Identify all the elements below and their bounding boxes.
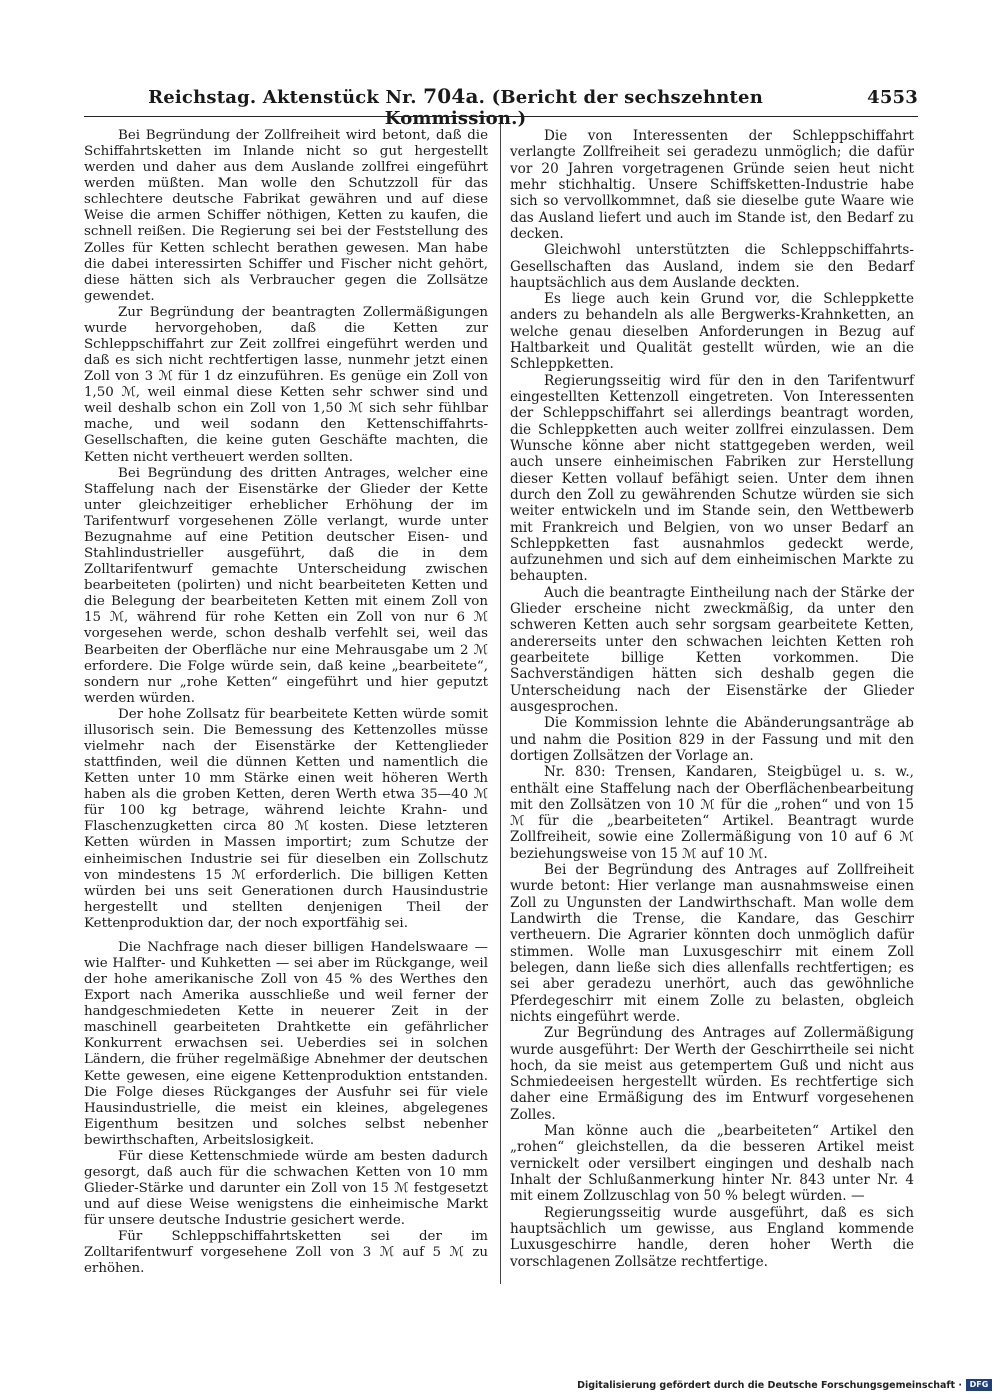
paragraph: Bei der Begründung des Antrages auf Zollfreiheit wurde betont: Hier verlange man ausnahmsweise einen Zoll zu Ungunsten der Landwirthschaft. Man wolle dem Landwirth die Trense, die Kandare, das Geschirr vertheuern. Die Agrarier könnten doch unmöglich dafür stimmen. Wolle man Luxusgeschirr mit einem Zoll belegen, dann ließe sich dies allenfalls rechtfertigen; es sei aber geradezu unerhört, auch das gewöhnliche Pferdegeschirr mit einem Zolle zu belasten, obgleich nichts eingeführt werde.	[510, 862, 914, 1025]
paragraph: Zur Begründung des Antrages auf Zollermäßigung wurde ausgeführt: Der Werth der Geschirrtheile sei nicht hoch, da sie meist aus getempertem Guß und nicht aus Schmiedeeisen hergestellt würden. Es rechtfertige sich daher eine Ermäßigung des im Entwurf vorgesehenen Zolles.	[510, 1025, 914, 1123]
right-column	[510, 128, 914, 1270]
credit-text: Digitalisierung gefördert durch die Deutsche Forschungsgemeinschaft ·	[577, 1379, 962, 1391]
paragraph: Die Kommission lehnte die Abänderungsanträge ab und nahm die Position 829 in der Fassung und mit den dortigen Zollsätzen der Vorlage an.	[510, 715, 914, 764]
paragraph: Die Nachfrage nach dieser billigen Handelswaare — wie Halfter- und Kuhketten — sei aber im Rückgange, weil der hohe amerikanische Zoll von 45 % des Werthes den Export nach Amerika ausschließe und weil ferner der handgeschmiedeten Kette in neuerer Zeit in der maschinell gearbeiteten Drahtkette ein gefährlicher Konkurrent erwachsen sei. Ueberdies sei in solchen Ländern, die früher regelmäßige Abnehmer der deutschen Kette gewesen, eine eigene Kettenproduktion entstanden. Die Folge dieses Rückganges der Ausfuhr sei für viele Hausindustrielle, die meist ein kleines, abgelegenes Eigenthum besitzen und solches selbst nebenher bewirthschaften, Arbeitslosigkeit.	[84, 939, 488, 1148]
paragraph: Es liege auch kein Grund vor, die Schleppkette anders zu behandeln als alle Bergwerks-Krahnketten, an welche genau dieselben Anforderungen in Bezug auf Haltbarkeit und Qualität gestellt würden, wie an die Schleppketten.	[510, 291, 914, 373]
left-column	[84, 128, 488, 1278]
dfg-logo-icon: DFG	[966, 1379, 992, 1391]
page-number: 4553	[867, 87, 918, 108]
paragraph: Die von Interessenten der Schleppschiffahrt verlangte Zollfreiheit sei geradezu unmöglich; die dafür vor 20 Jahren vorgetragenen Gründe seien heut nicht mehr stichhaltig. Unsere Schiffsketten-Industrie habe sich so vervollkommnet, daß sie dieselbe gute Waare wie das Ausland liefert und auch im Stande ist, den Bedarf zu decken.	[510, 128, 914, 242]
paragraph: Regierungsseitig wird für den in den Tarifentwurf eingestellten Kettenzoll eingetreten. Von Interessenten der Schleppschiffahrt sei allerdings beantragt worden, die Schleppketten auch weiter zollfrei einzulassen. Dem Wunsche könne aber nicht stattgegeben werden, weil auch unsere einheimischen Fabriken zur Herstellung dieser Ketten vollauf befähigt seien. Unter dem ihnen durch den Zoll zu gewährenden Schutze würden sie sich weiter entwickeln und im Stande sein, den Wettbewerb mit Frankreich und Belgien, von wo unser Bedarf an Schleppketten fast ausnahmlos gedeckt werde, aufzunehmen und sich auf dem einheimischen Markte zu behaupten.	[510, 372, 914, 585]
paragraph: Bei Begründung der Zollfreiheit wird betont, daß die Schiffahrtsketten im Inlande nicht so gut hergestellt werden und daher aus dem Auslande zollfrei eingeführt werden müßten. Man wolle den Schutzzoll für das schlechtere deutsche Fabrikat gewähren und auf diese Weise die armen Schiffer nöthigen, Ketten zu kaufen, die schnell reißen. Die Regierung sei bei der Feststellung des Zolles für Ketten schlecht berathen gewesen. Man habe die dabei interessirten Schiffer und Fischer nicht gehört, diese hätten sich als Verbraucher gegen die Zollsätze gewendet.	[84, 128, 488, 304]
header-title-suffix: . (Bericht der sechszehnten Kommission.)	[384, 87, 763, 129]
digitization-credit	[577, 1379, 992, 1391]
paragraph: Zur Begründung der beantragten Zollermäßigungen wurde hervorgehoben, daß die Ketten zur Schleppschiffahrt zur Zeit zollfrei eingeführt werden und daß es sich nicht rechtfertigen lasse, nunmehr jetzt einen Zoll von 3 ℳ für 1 dz einzuführen. Es genüge ein Zoll von 1,50 ℳ, weil einmal diese Ketten sehr schwer sind und weil deshalb schon ein Zoll von 1,50 ℳ sich sehr fühlbar mache, und weil sodann den Kettenschiffahrts-Gesellschaften, die keine guten Geschäfte machten, die Ketten nicht vertheuert werden sollten.	[84, 304, 488, 465]
paragraph: Man könne auch die „bearbeiteten“ Artikel den „rohen“ gleichstellen, da die besseren Artikel meist vernickelt oder versilbert eingingen und deshalb nach Inhalt der Schlußanmerkung hinter Nr. 843 unter Nr. 4 mit einem Zollzuschlag von 50 % belegt würden. —	[510, 1123, 914, 1205]
header-title	[84, 84, 867, 129]
paragraph: Für Schleppschiffahrtsketten sei der im Zolltarifentwurf vorgesehene Zoll von 3 ℳ auf 5 ℳ zu erhöhen.	[84, 1229, 488, 1277]
running-header	[84, 84, 918, 129]
paragraph: Regierungsseitig wurde ausgeführt, daß es sich hauptsächlich um gewisse, aus England kommende Luxusgeschirre handle, deren hoher Werth die vorschlagenen Zollsätze rechtfertige.	[510, 1204, 914, 1270]
paragraph: Gleichwohl unterstützten die Schleppschiffahrts-Gesellschaften das Ausland, indem sie den Bedarf hauptsächlich aus dem Auslande deckten.	[510, 242, 914, 291]
header-document-number: 704a	[423, 84, 479, 108]
header-rule	[84, 116, 918, 117]
paragraph: Der hohe Zollsatz für bearbeitete Ketten würde somit illusorisch sein. Die Bemessung des Kettenzolles müsse vielmehr nach der Eisenstärke der Kettenglieder stattfinden, weil die dünnen Ketten und namentlich die Ketten unter 10 mm Stärke einen weit höheren Werth haben als die groben Ketten, deren Werth etwa 35—40 ℳ für 100 kg betrage, während leichte Krahn- und Flaschenzugketten circa 80 ℳ kosten. Diese letzteren Ketten würden in Massen importirt; zum Schutze der einheimischen Industrie sei für dieselben ein Zollschutz von mindestens 15 ℳ erforderlich. Die billigen Ketten würden bei uns seit Generationen durch Hausindustrie hergestellt und stellten denjenigen Theil der Kettenproduktion dar, der noch exportfähig sei.	[84, 706, 488, 931]
paragraph: Auch die beantragte Eintheilung nach der Stärke der Glieder erscheine nicht zweckmäßig, da unter den schweren Ketten auch sehr sorgsam gearbeitete Ketten, andererseits unter den schwachen leichten Ketten roh gearbeitete billige Ketten vorkommen. Die Sachverständigen hätten sich deshalb gegen die Unterscheidung nach der Eisenstärke der Glieder ausgesprochen.	[510, 584, 914, 715]
column-divider	[500, 124, 501, 1284]
paragraph: Bei Begründung des dritten Antrages, welcher eine Staffelung nach der Eisenstärke der Glieder der Kette unter gleichzeitiger erheblicher Erhöhung der im Tarifentwurf vorgesehenen Zölle verlangt, wurde unter Bezugnahme auf eine Petition deutscher Eisen- und Stahlindustrieller ausgeführt, daß die in dem Zolltarifentwurf gemachte Unterscheidung zwischen bearbeiteten (polirten) und nicht bearbeiteten Ketten und die Belegung der bearbeiteten Ketten mit einem Zoll von 15 ℳ, während für rohe Ketten ein Zoll von nur 6 ℳ vorgesehen werde, schon deshalb verfehlt sei, weil das Bearbeiten der Oberfläche nur eine Mehrausgabe um 2 ℳ erfordere. Die Folge würde sein, daß keine „bearbeitete“, sondern nur „rohe Ketten“ eingeführt und hier geputzt werden würden.	[84, 465, 488, 706]
header-title-prefix: Reichstag. Aktenstück Nr.	[148, 87, 424, 108]
paragraph: Für diese Kettenschmiede würde am besten dadurch gesorgt, daß auch für die schwachen Ketten von 10 mm Glieder-Stärke und darunter ein Zoll von 15 ℳ festgesetzt und auf diese Weise wenigstens die einheimische Markt für unsere deutsche Industrie gesichert werde.	[84, 1148, 488, 1229]
paragraph: Nr. 830: Trensen, Kandaren, Steigbügel u. s. w., enthält eine Staffelung nach der Oberflächenbearbeitung mit den Zollsätzen von 10 ℳ für die „rohen“ und von 15 ℳ für die „bearbeiteten“ Artikel. Beantragt wurde Zollfreiheit, sowie eine Zollermäßigung von 10 auf 6 ℳ beziehungsweise von 15 ℳ auf 10 ℳ.	[510, 764, 914, 862]
